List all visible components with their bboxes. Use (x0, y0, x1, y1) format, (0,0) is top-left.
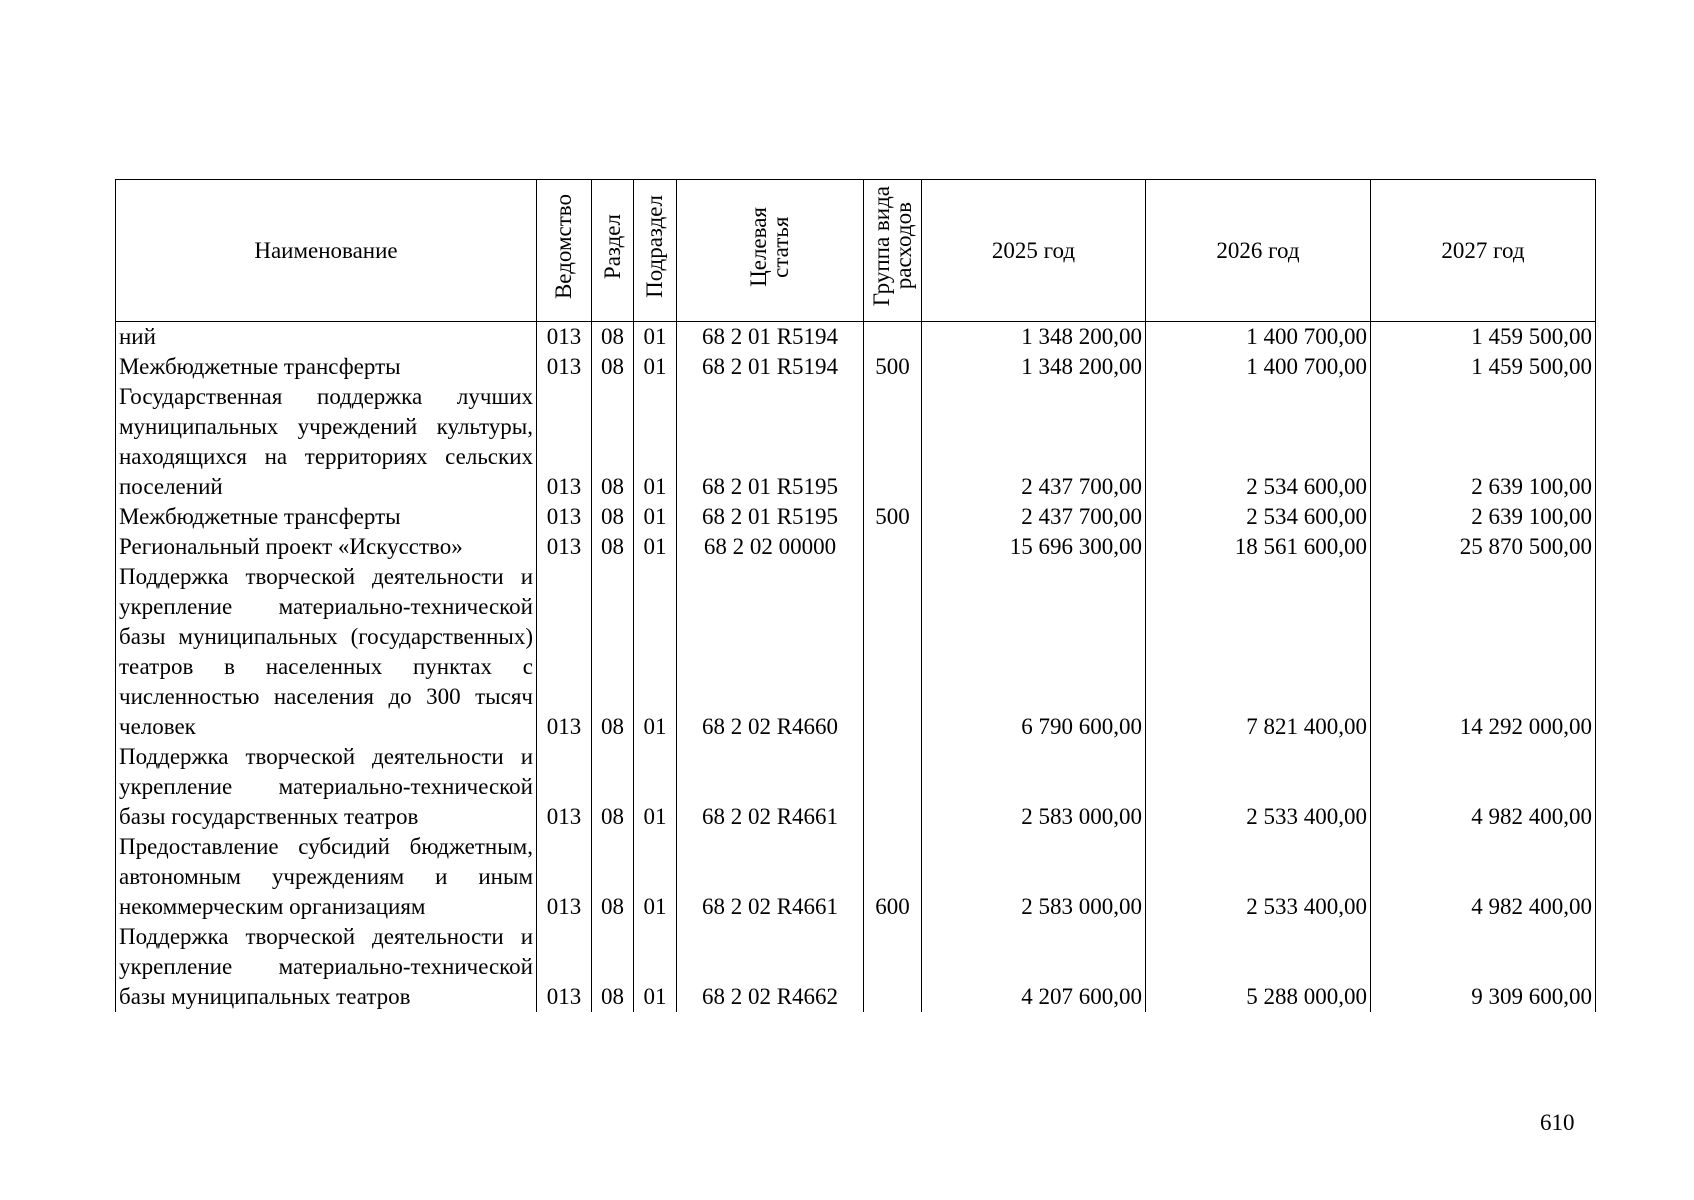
cell-subsection: 01 (634, 922, 677, 1012)
cell-name: Межбюджетные трансферты (116, 352, 537, 382)
page-number: 610 (1540, 1110, 1575, 1135)
cell-target: 68 2 02 R4661 (677, 742, 864, 832)
cell-target: 68 2 02 R4660 (677, 562, 864, 742)
cell-group (864, 532, 922, 562)
cell-dept: 013 (537, 532, 592, 562)
cell-2027: 4 982 400,00 (1371, 742, 1596, 832)
cell-target: 68 2 02 R4662 (677, 922, 864, 1012)
cell-dept: 013 (537, 742, 592, 832)
cell-section: 08 (592, 562, 634, 742)
cell-2025: 2 583 000,00 (922, 742, 1146, 832)
table-row (116, 502, 1596, 532)
header-group-line2: расходов (890, 202, 916, 291)
cell-section: 08 (592, 352, 634, 382)
cell-target: 68 2 01 R5194 (677, 352, 864, 382)
header-group-line1: Группа вида (868, 186, 894, 307)
cell-target: 68 2 01 R5195 (677, 382, 864, 502)
cell-name: Поддержка творческой деятельности и укрепление материально-технической базы государственных театров (116, 742, 537, 832)
cell-name: ний (116, 322, 537, 353)
header-2025: 2025 год (922, 180, 1146, 322)
cell-group: 500 (864, 352, 922, 382)
cell-group (864, 922, 922, 1012)
table-row (116, 532, 1596, 562)
header-dept: Ведомство (537, 180, 592, 322)
cell-section: 08 (592, 502, 634, 532)
cell-2025: 2 437 700,00 (922, 382, 1146, 502)
table-row (116, 742, 1596, 832)
cell-2027: 9 309 600,00 (1371, 922, 1596, 1012)
cell-dept: 013 (537, 382, 592, 502)
cell-2027: 2 639 100,00 (1371, 382, 1596, 502)
header-2027: 2027 год (1371, 180, 1596, 322)
table-row (116, 322, 1596, 353)
cell-name: Поддержка творческой деятельности и укрепление материально-технической базы муниципальных (государственных) театров в населенных пунктах с численностью населения до 300 тысяч человек (116, 562, 537, 742)
cell-2027: 4 982 400,00 (1371, 832, 1596, 922)
cell-subsection: 01 (634, 742, 677, 832)
header-2026: 2026 год (1146, 180, 1371, 322)
cell-2025: 1 348 200,00 (922, 352, 1146, 382)
cell-group: 500 (864, 502, 922, 532)
cell-subsection: 01 (634, 382, 677, 502)
cell-name: Межбюджетные трансферты (116, 502, 537, 532)
cell-2025: 2 583 000,00 (922, 832, 1146, 922)
cell-2026: 1 400 700,00 (1146, 322, 1371, 353)
cell-2026: 1 400 700,00 (1146, 352, 1371, 382)
cell-name: Государственная поддержка лучших муниципальных учреждений культуры, находящихся на территориях сельских поселений (116, 382, 537, 502)
cell-2027: 14 292 000,00 (1371, 562, 1596, 742)
header-group (864, 180, 922, 322)
cell-2026: 7 821 400,00 (1146, 562, 1371, 742)
cell-subsection: 01 (634, 832, 677, 922)
cell-name: Предоставление субсидий бюджетным, автономным учреждениям и иным некоммерческим организациям (116, 832, 537, 922)
table-row (116, 922, 1596, 1012)
table-row (116, 352, 1596, 382)
header-section: Раздел (592, 180, 634, 322)
cell-target: 68 2 01 R5194 (677, 322, 864, 353)
cell-2025: 6 790 600,00 (922, 562, 1146, 742)
cell-group: 600 (864, 832, 922, 922)
cell-2027: 25 870 500,00 (1371, 532, 1596, 562)
cell-2026: 5 288 000,00 (1146, 922, 1371, 1012)
cell-name: Региональный проект «Искусство» (116, 532, 537, 562)
cell-section: 08 (592, 922, 634, 1012)
cell-name: Поддержка творческой деятельности и укрепление материально-технической базы муниципальных театров (116, 922, 537, 1012)
cell-2026: 18 561 600,00 (1146, 532, 1371, 562)
cell-group (864, 742, 922, 832)
cell-2027: 1 459 500,00 (1371, 352, 1596, 382)
cell-2025: 1 348 200,00 (922, 322, 1146, 353)
table-row (116, 832, 1596, 922)
cell-dept: 013 (537, 832, 592, 922)
header-name: Наименование (116, 180, 537, 322)
cell-2025: 2 437 700,00 (922, 502, 1146, 532)
cell-section: 08 (592, 322, 634, 353)
cell-section: 08 (592, 742, 634, 832)
cell-subsection: 01 (634, 532, 677, 562)
cell-subsection: 01 (634, 502, 677, 532)
cell-group (864, 562, 922, 742)
cell-dept: 013 (537, 352, 592, 382)
cell-dept: 013 (537, 922, 592, 1012)
cell-2026: 2 533 400,00 (1146, 742, 1371, 832)
cell-dept: 013 (537, 502, 592, 532)
cell-dept: 013 (537, 322, 592, 353)
cell-2025: 15 696 300,00 (922, 532, 1146, 562)
cell-2027: 1 459 500,00 (1371, 322, 1596, 353)
cell-dept: 013 (537, 562, 592, 742)
table-row (116, 562, 1596, 742)
cell-2025: 4 207 600,00 (922, 922, 1146, 1012)
cell-subsection: 01 (634, 352, 677, 382)
cell-group (864, 382, 922, 502)
cell-target: 68 2 02 00000 (677, 532, 864, 562)
table-body (116, 322, 1596, 1013)
header-target-line2: статья (768, 215, 793, 278)
table-row (116, 382, 1596, 502)
cell-subsection: 01 (634, 562, 677, 742)
cell-group (864, 322, 922, 353)
cell-target: 68 2 01 R5195 (677, 502, 864, 532)
cell-section: 08 (592, 382, 634, 502)
header-target (677, 180, 864, 322)
cell-2027: 2 639 100,00 (1371, 502, 1596, 532)
cell-2026: 2 534 600,00 (1146, 502, 1371, 532)
cell-target: 68 2 02 R4661 (677, 832, 864, 922)
header-subsection: Подраздел (634, 180, 677, 322)
cell-section: 08 (592, 532, 634, 562)
header-target-line1: Целевая (746, 206, 771, 287)
cell-2026: 2 533 400,00 (1146, 832, 1371, 922)
budget-table (115, 179, 1596, 1012)
cell-subsection: 01 (634, 322, 677, 353)
table-header-row (116, 180, 1596, 322)
cell-2026: 2 534 600,00 (1146, 382, 1371, 502)
cell-section: 08 (592, 832, 634, 922)
